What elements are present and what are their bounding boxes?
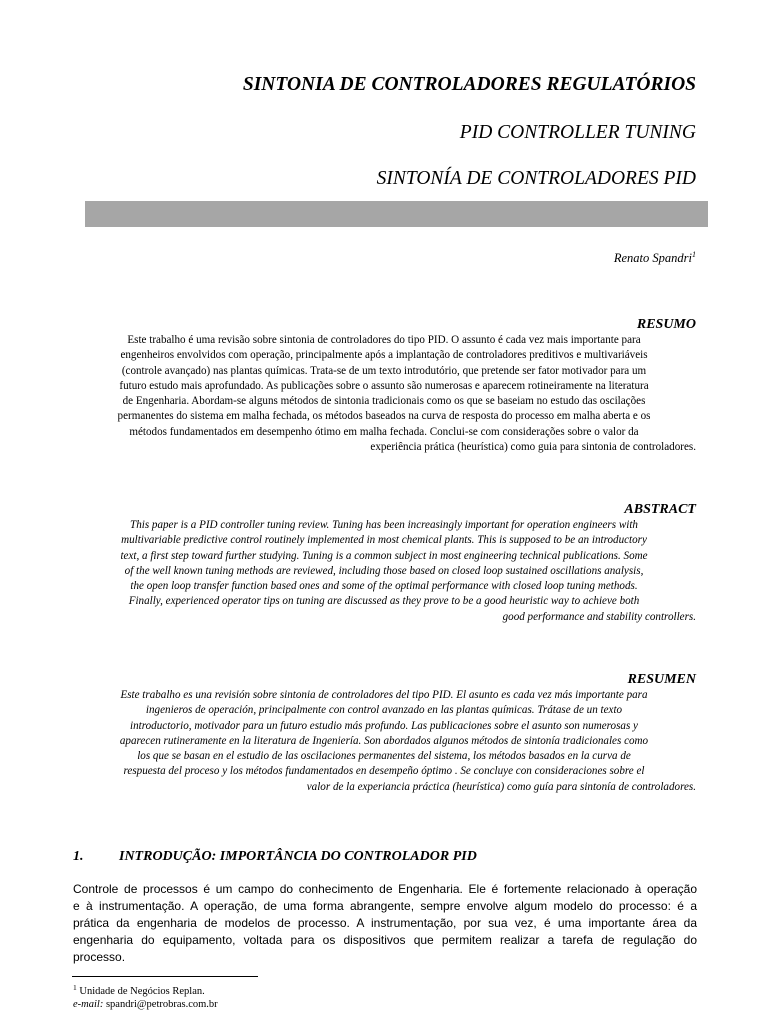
abstract-line: good performance and stability controllers.	[502, 610, 696, 623]
resumen-line: valor de la experiancia práctica (heurística) como guía para sintonía de controladores.	[306, 780, 696, 793]
footnote-rule	[72, 976, 258, 977]
resumo-line: (controle avançado) nas plantas químicas. Trata-se de um texto introdutório, que pretende ser fator motivador para um	[121, 364, 647, 377]
resumo-body	[72, 333, 696, 455]
resumen-body	[72, 688, 696, 795]
section-1-body	[73, 881, 697, 966]
author-line	[614, 250, 696, 266]
abstract-line: This paper is a PID controller tuning review. Tuning has been increasingly important for operation engineers with	[130, 519, 638, 531]
title-spanish: SINTONÍA DE CONTROLADORES PID	[376, 168, 696, 189]
author-footnote-mark: 1	[692, 250, 696, 259]
footnote-mark: 1	[73, 983, 77, 992]
resumo-line: experiência prática (heurística) como guia para sintonia de controladores.	[370, 441, 696, 454]
footnote-email	[73, 999, 218, 1010]
abstract-line: of the well known tuning methods are reviewed, including those based on closed loop sustained oscillations analysis,	[124, 564, 644, 577]
resumo-line: futuro estudo mais aprofundado. As publicações sobre o assunto são numerosas e aparecem rotineiramente na literatura	[119, 379, 649, 392]
abstract-body	[72, 518, 696, 625]
email-address[interactable]: spandri@petrobras.com.br	[105, 999, 218, 1010]
resumen-line: los que se basan en el estudio de las oscilaciones permanentes del sistema, los métodos basados en la curva de	[137, 750, 631, 763]
abstract-line: Finally, experienced operator tips on tuning are discussed as they prove to be a good heuristic way to achieve both	[128, 595, 640, 608]
abstract-line: the open loop transfer function based ones and some of the optimal performance with closed loop tuning methods.	[130, 580, 638, 593]
resumo-line: de Engenharia. Abordam-se alguns métodos de sintonia tradicionais como os que se baseiam no estudo das oscilações	[122, 395, 646, 408]
body-line: e à instrumentação. A operação, de uma forma abrangente, sempre envolve algum modelo do processo: é a	[73, 899, 697, 913]
footnote-affiliation	[73, 983, 205, 997]
resumen-line: respuesta del proceso y los métodos fundamentados en desempeño óptimo . Se concluye con consideraciones sobre el	[123, 765, 645, 778]
abstract-line: multivariable predictive control routinely implemented in most chemical plants. This is supposed to be an introductory	[121, 534, 647, 547]
resumen-heading: RESUMEN	[627, 672, 696, 687]
resumen-line: ingenieros de operación, principalmente con control avanzado en las plantas químicas. Trátase de un texto	[145, 704, 623, 717]
email-label: e-mail:	[73, 999, 104, 1010]
title-divider-bar	[85, 201, 708, 227]
resumo-line: permanentes do sistema em malha fechada, os métodos baseados na curva de resposta do processo em malha aberta e os	[117, 410, 651, 423]
resumen-line: Este trabalho es una revisión sobre sintonia de controladores del tipo PID. El asunto es cada vez más importante para	[120, 689, 648, 701]
body-line: processo.	[73, 950, 126, 964]
resumo-line: Este trabalho é uma revisão sobre sintonia de controladores do tipo PID. O assunto é cada vez mais importante para	[127, 334, 641, 346]
section-number: 1.	[73, 849, 84, 864]
resumo-heading: RESUMO	[636, 317, 696, 332]
title-english: PID CONTROLLER TUNING	[459, 122, 696, 143]
resumo-line: engenheiros envolvidos com operação, principalmente após a implantação de controladores preditivos e multivariáveis	[120, 349, 648, 362]
resumen-line: introductorio, motivador para un futuro estudio más profundo. Las publicaciones sobre el asunto son numerosas y	[130, 719, 638, 732]
section-1-heading	[73, 849, 477, 865]
abstract-line: text, a first step toward further studying. Tuning is a common subject in most engineering technical publications. Some	[120, 549, 648, 562]
author-name: Renato Spandri	[613, 251, 692, 265]
abstract-heading: ABSTRACT	[624, 502, 696, 517]
section-title: INTRODUÇÃO: IMPORTÂNCIA DO CONTROLADOR PID	[119, 849, 477, 864]
title-portuguese: SINTONIA DE CONTROLADORES REGULATÓRIOS	[242, 74, 696, 95]
resumo-line: métodos fundamentados em desempenho ótimo em malha fechada. Conclui-se com considerações sobre o valor da	[129, 425, 639, 438]
footnote-affiliation-text: Unidade de Negócios Replan.	[79, 986, 205, 997]
body-line: engenharia do equipamento, voltada para os dispositivos que permitem realizar a tarefa de regulação do	[73, 933, 697, 947]
resumen-line: aparecen rutineramente en la literatura de Ingeniería. Son abordados algunos métodos de sintonía tradicionales como	[119, 734, 649, 747]
body-line: Controle de processos é um campo do conhecimento de Engenharia. Ele é fortemente relacionado à operação	[73, 882, 697, 896]
body-line: prática da engenharia de modelos de processo. A instrumentação, por sua vez, é uma importante área da	[73, 916, 697, 930]
